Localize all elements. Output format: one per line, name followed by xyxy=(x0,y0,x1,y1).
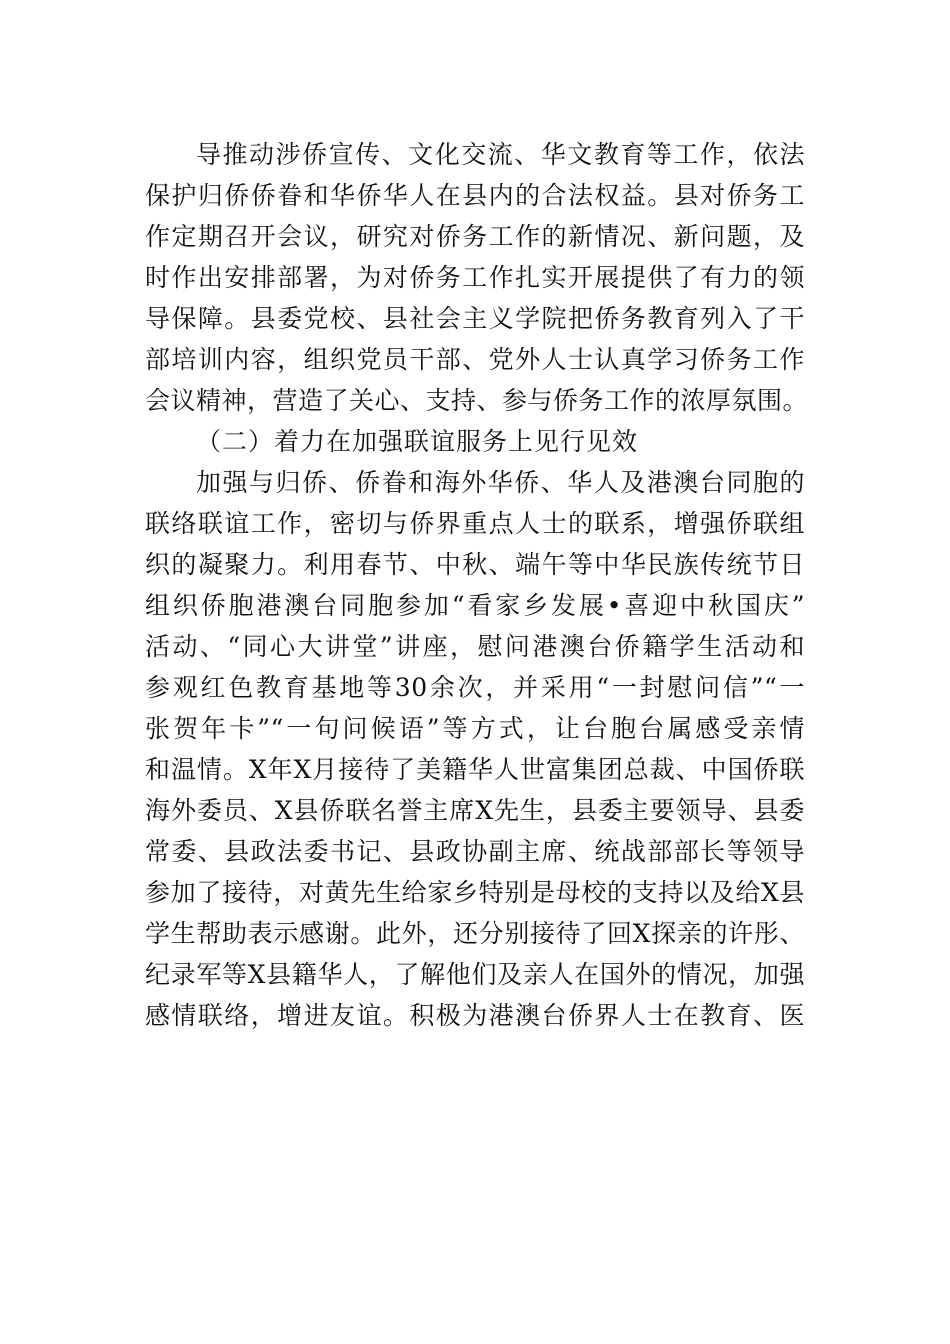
paragraph-line: 学生帮助表示感谢。此外，还分别接待了回X探亲的许彤、 xyxy=(145,919,805,948)
paragraph-line: 会议精神，营造了关心、支持、参与侨务工作的浓厚氛围。 xyxy=(145,386,809,415)
paragraph-line: 加强与归侨、侨眷和海外华侨、华人及港澳台同胞的 xyxy=(196,468,805,497)
paragraph-line: 织的凝聚力。利用春节、中秋、端午等中华民族传统节日 xyxy=(145,550,805,579)
paragraph-line: 参观红色教育基地等30余次，并采用“一封慰问信”“一 xyxy=(145,673,805,702)
section-heading: （二）着力在加强联谊服务上见行见效 xyxy=(196,427,639,456)
paragraph-line: 时作出安排部署，为对侨务工作扎实开展提供了有力的领 xyxy=(145,263,805,292)
paragraph-line: 参加了接待，对黄先生给家乡特别是母校的支持以及给X县 xyxy=(145,878,805,907)
paragraph-line: 海外委员、X县侨联名誉主席X先生，县委主要领导、县委 xyxy=(145,796,805,825)
paragraph-line: 部培训内容，组织党员干部、党外人士认真学习侨务工作 xyxy=(145,345,805,374)
paragraph-line: 感情联络，增进友谊。积极为港澳台侨界人士在教育、医 xyxy=(145,1001,805,1030)
paragraph-line: 导保障。县委党校、县社会主义学院把侨务教育列入了干 xyxy=(145,304,805,333)
paragraph-line: 和温情。X年X月接待了美籍华人世富集团总裁、中国侨联 xyxy=(145,755,805,784)
paragraph-line: 保护归侨侨眷和华侨华人在县内的合法权益。县对侨务工 xyxy=(145,181,805,210)
paragraph-line: 组织侨胞港澳台同胞参加“看家乡发展•喜迎中秋国庆” xyxy=(145,591,805,620)
paragraph-line: 活动、“同心大讲堂”讲座，慰问港澳台侨籍学生活动和 xyxy=(145,632,805,661)
paragraph-line: 纪录军等X县籍华人，了解他们及亲人在国外的情况，加强 xyxy=(145,960,805,989)
paragraph-line: 导推动涉侨宣传、文化交流、华文教育等工作，依法 xyxy=(196,140,805,169)
paragraph-line: 张贺年卡”“一句问候语”等方式，让台胞台属感受亲情 xyxy=(145,714,805,743)
paragraph-line: 联络联谊工作，密切与侨界重点人士的联系，增强侨联组 xyxy=(145,509,805,538)
paragraph-line: 常委、县政法委书记、县政协副主席、统战部部长等领导 xyxy=(145,837,805,866)
paragraph-line: 作定期召开会议，研究对侨务工作的新情况、新问题，及 xyxy=(145,222,805,251)
